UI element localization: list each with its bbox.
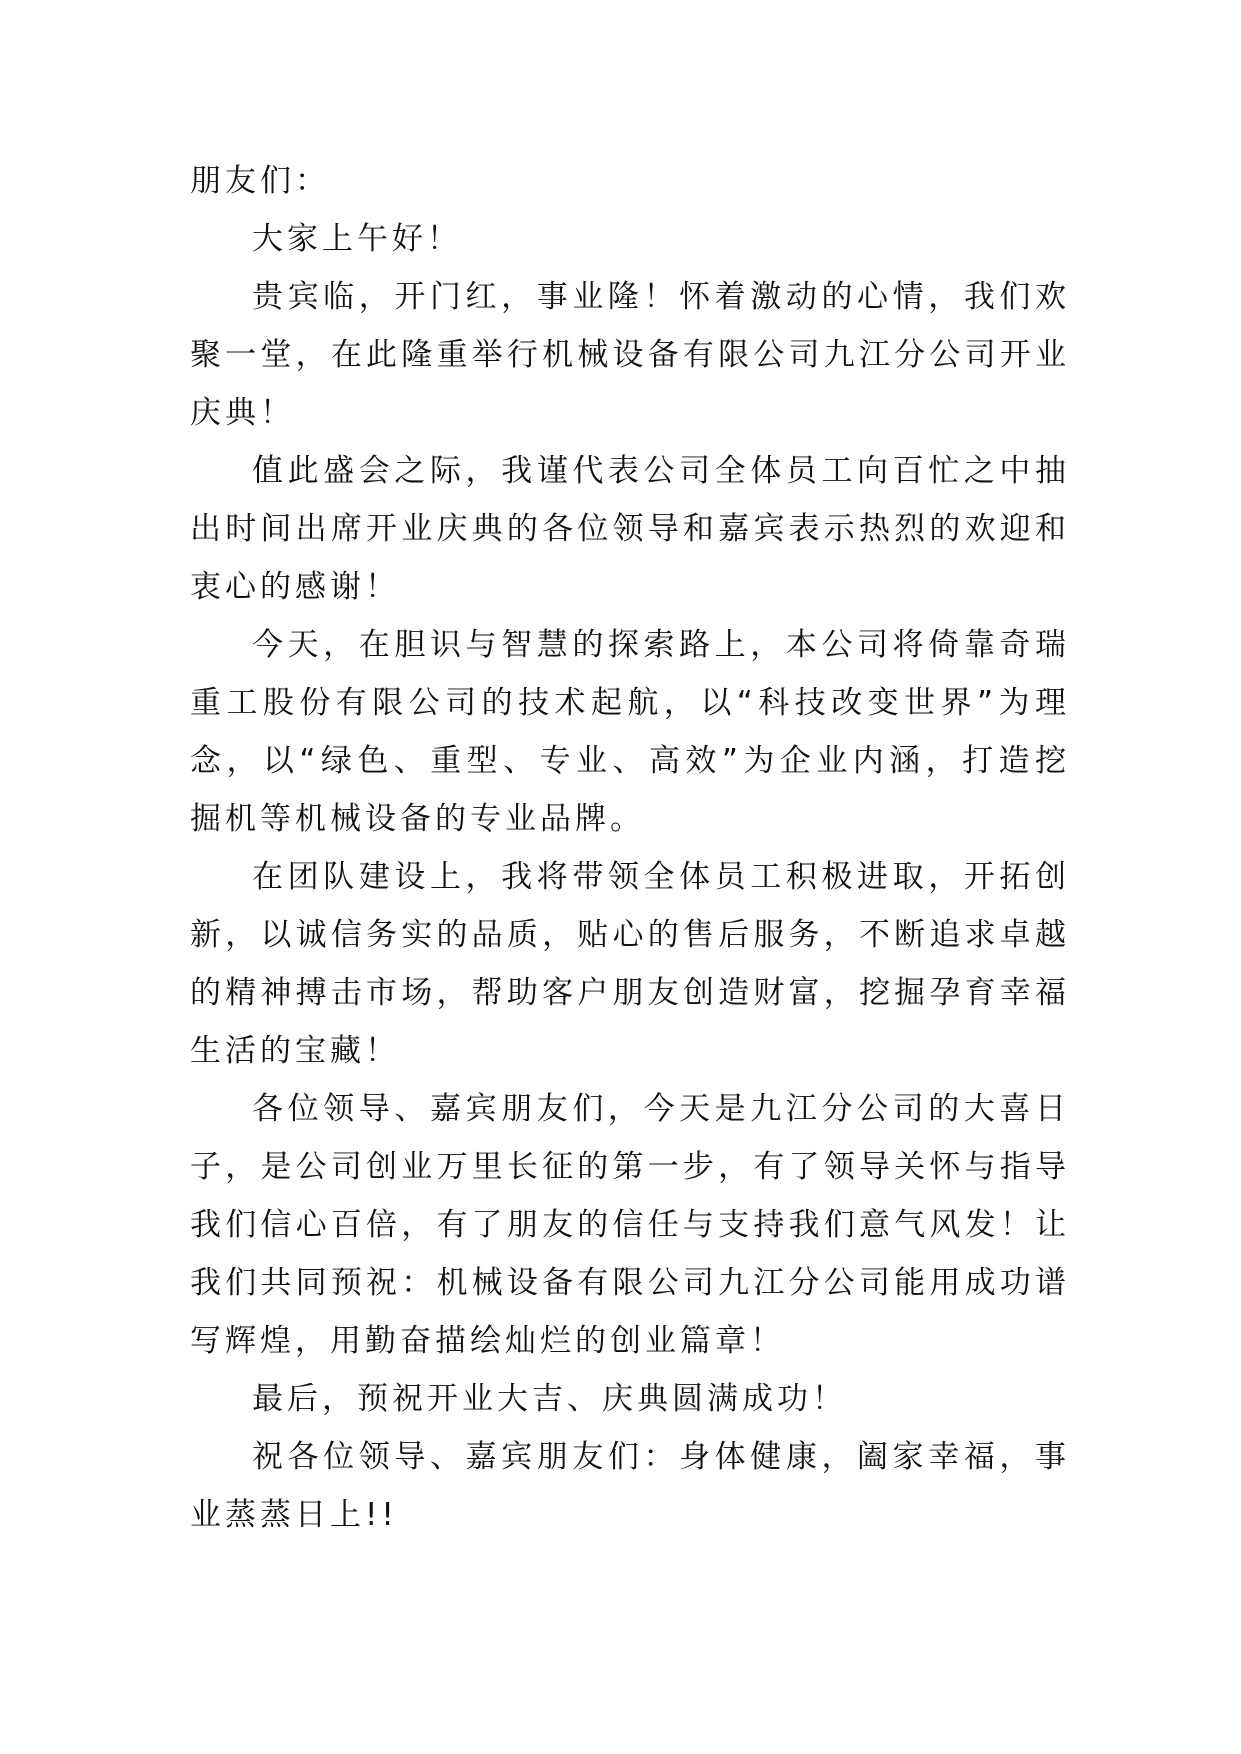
paragraph-celebration: 各位领导、嘉宾朋友们，今天是九江分公司的大喜日子，是公司创业万里长征的第一步，有了领导关怀与指导我们信心百倍，有了朋友的信任与支持我们意气风发！让我们共同预祝：机械设备有限公司九江分公司能用成功谱写辉煌，用勤奋描绘灿烂的创业篇章！: [190, 1091, 1070, 1359]
paragraph-thanks: 值此盛会之际，我谨代表公司全体员工向百忙之中抽出时间出席开业庆典的各位领导和嘉宾表示热烈的欢迎和衷心的感谢！: [190, 453, 1070, 605]
paragraph-company-vision: 今天，在胆识与智慧的探索路上，本公司将倚靠奇瑞重工股份有限公司的技术起航，以“科技改变世界”为理念，以“绿色、重型、专业、高效”为企业内涵，打造挖掘机等机械设备的专业品牌。: [190, 627, 1070, 837]
paragraph-wishes-success: 最后，预祝开业大吉、庆典圆满成功！: [252, 1381, 847, 1417]
paragraph-team-building: 在团队建设上，我将带领全体员工积极进取，开拓创新，以诚信务实的品质，贴心的售后服务，不断追求卓越的精神搏击市场，帮助客户朋友创造财富，挖掘孕育幸福生活的宝藏！: [190, 859, 1070, 1069]
paragraph-closing-blessing: 祝各位领导、嘉宾朋友们：身体健康，阖家幸福，事业蒸蒸日上!!: [190, 1439, 1070, 1533]
paragraph-opening: 贵宾临，开门红，事业隆！怀着激动的心情，我们欢聚一堂，在此隆重举行机械设备有限公司九江分公司开业庆典！: [190, 279, 1070, 431]
paragraph-greeting: 大家上午好！: [252, 221, 462, 257]
speech-body: [190, 152, 1070, 1544]
salutation: 朋友们：: [190, 163, 330, 199]
